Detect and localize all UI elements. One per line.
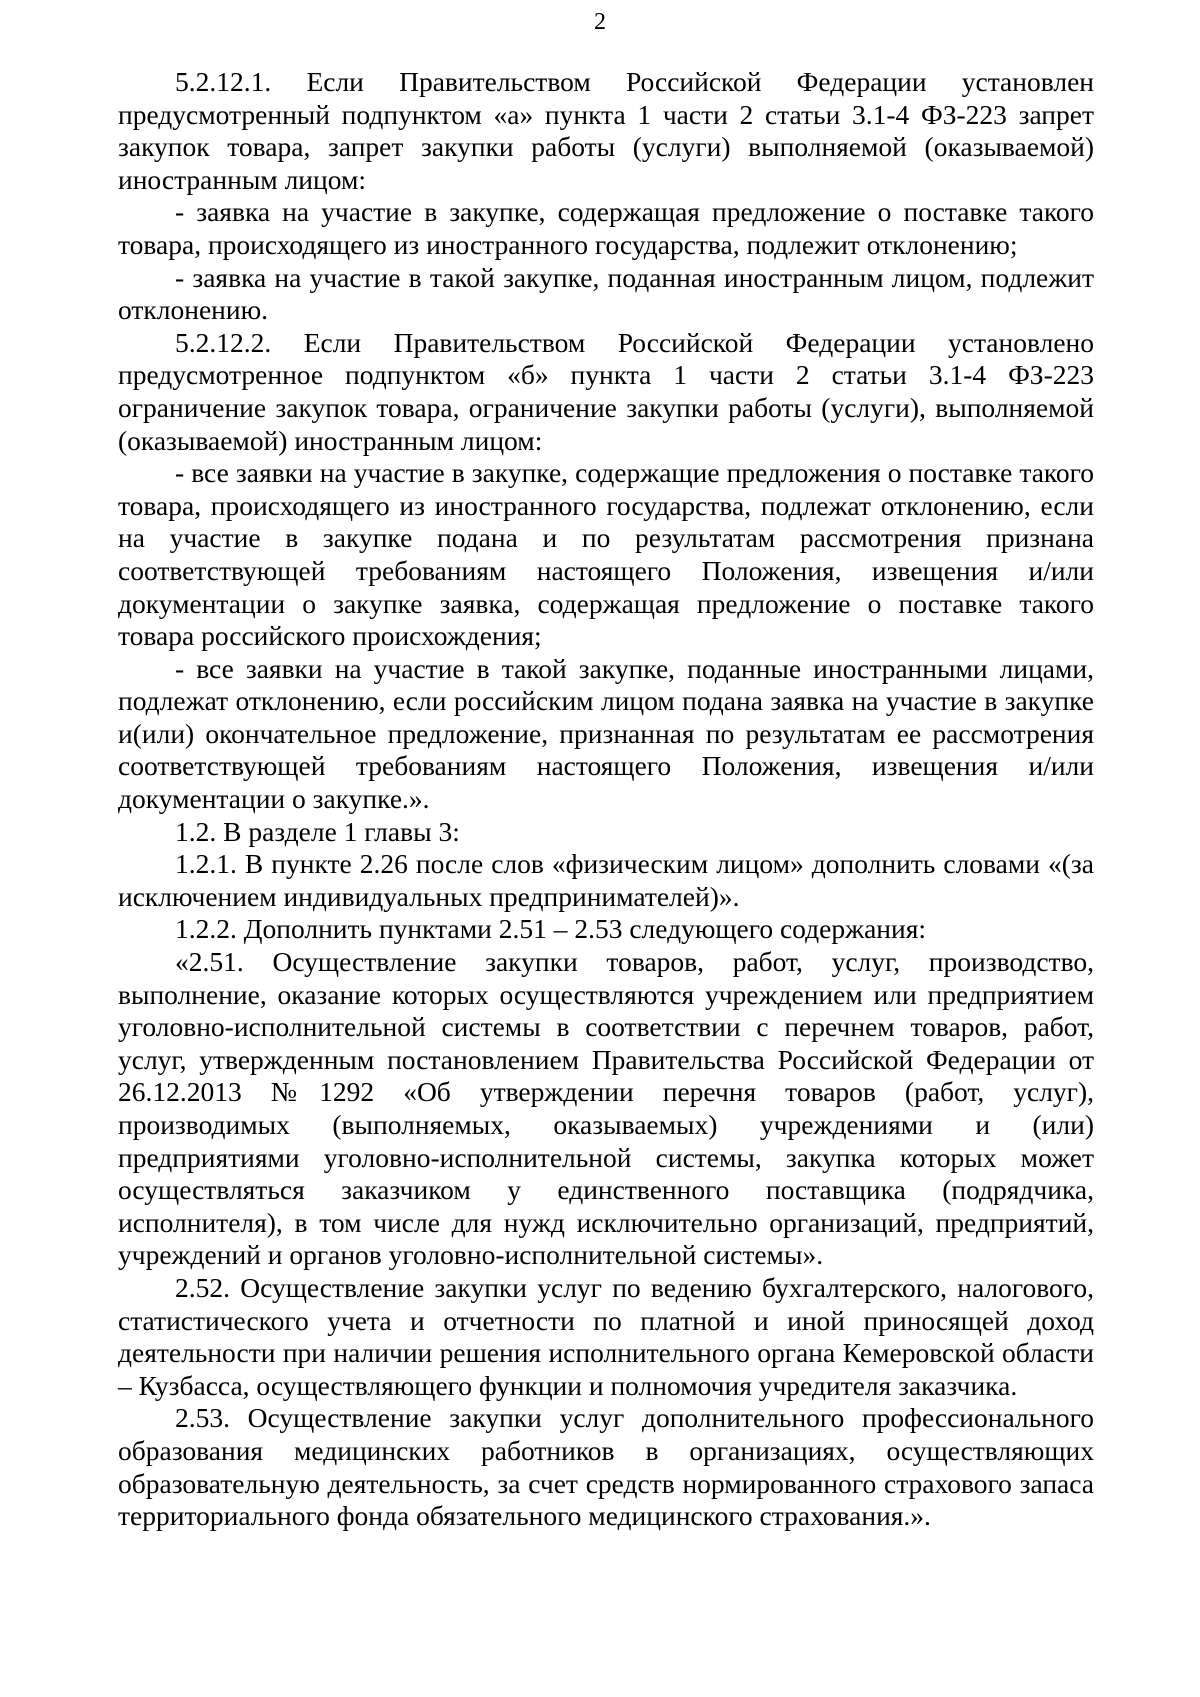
page-number: 2 — [594, 9, 606, 35]
paragraph-ban-goods-item: - заявка на участие в закупке, содержащая предложение о поставке такого товара, происходящего из иностранного государства, подлежит отклонению; — [118, 196, 1094, 260]
paragraph-5-2-12-1: 5.2.12.1. Если Правительством Российской Федерации установлен предусмотренный подпунктом «а» пункта 1 части 2 статьи 3.1-4 ФЗ-223 запрет закупок товара, запрет закупки работы (услуги) выполняемой (оказываемой) иностранным лицом: — [118, 66, 1094, 195]
paragraph-5-2-12-2: 5.2.12.2. Если Правительством Российской Федерации установлено предусмотренное подпунктом «б» пункта 1 части 2 статьи 3.1-4 ФЗ-223 ограничение закупок товара, ограничение закупки работы (услуги), выполняемой (оказываемой) иностранным лицом: — [118, 326, 1094, 456]
paragraph-1-2-1: 1.2.1. В пункте 2.26 после слов «физическим лицом» дополнить словами «(за исключением индивидуальных предпринимателей)». — [118, 848, 1094, 912]
paragraph-restriction-foreign-person-item: - все заявки на участие в такой закупке, поданные иностранными лицами, подлежат отклонению, если российским лицом подана заявка на участие в закупке и(или) окончательное предложение, признанная по результатам ее рассмотрения соответствующей требованиям настоящего Положения, извещения и/или документации о закупке.». — [118, 652, 1094, 815]
paragraph-1-2: 1.2. В разделе 1 главы 3: — [175, 815, 460, 847]
paragraph-restriction-goods-item: - все заявки на участие в закупке, содержащие предложения о поставке такого товара, происходящего из иностранного государства, подлежат отклонению, если на участие в закупке подана и по результатам рассмотрения признана соответствующей требованиям настоящего Положения, извещения и/или документации о закупке заявка, содержащая предложение о поставке такого товара российского происхождения; — [118, 457, 1094, 652]
paragraph-2-52: 2.52. Осуществление закупки услуг по ведению бухгалтерского, налогового, статистического учета и отчетности по платной и иной приносящей доход деятельности при наличии решения исполнительного органа Кемеровской области – Кузбасса, осуществляющего функции и полномочия учредителя заказчика. — [118, 1271, 1094, 1401]
document-body — [118, 66, 1094, 1533]
paragraph-ban-foreign-person-item: - заявка на участие в такой закупке, поданная иностранным лицом, подлежит отклонению. — [118, 261, 1094, 326]
paragraph-2-53: 2.53. Осуществление закупки услуг дополнительного профессионального образования медицинских работников в организациях, осуществляющих образовательную деятельность, за счет средств нормированного страхового запаса территориального фонда обязательного медицинского страхования.». — [118, 1402, 1094, 1532]
paragraph-2-51: «2.51. Осуществление закупки товаров, работ, услуг, производство, выполнение, оказание которых осуществляются учреждением или предприятием уголовно-исполнительной системы в соответствии с перечнем товаров, работ, услуг, утвержденным постановлением Правительства Российской Федерации от 26.12.2013 №1292 «Об утверждении перечня товаров (работ, услуг), производимых (выполняемых, оказываемых) учреждениями и (или) предприятиями уголовно-исполнительной системы, закупка которых может осуществляться заказчиком у единственного поставщика (подрядчика, исполнителя), в том числе для нужд исключительно организаций, предприятий, учреждений и органов уголовно-исполнительной системы». — [118, 946, 1094, 1271]
paragraph-1-2-2: 1.2.2. Дополнить пунктами 2.51 – 2.53 следующего содержания: — [175, 913, 927, 945]
